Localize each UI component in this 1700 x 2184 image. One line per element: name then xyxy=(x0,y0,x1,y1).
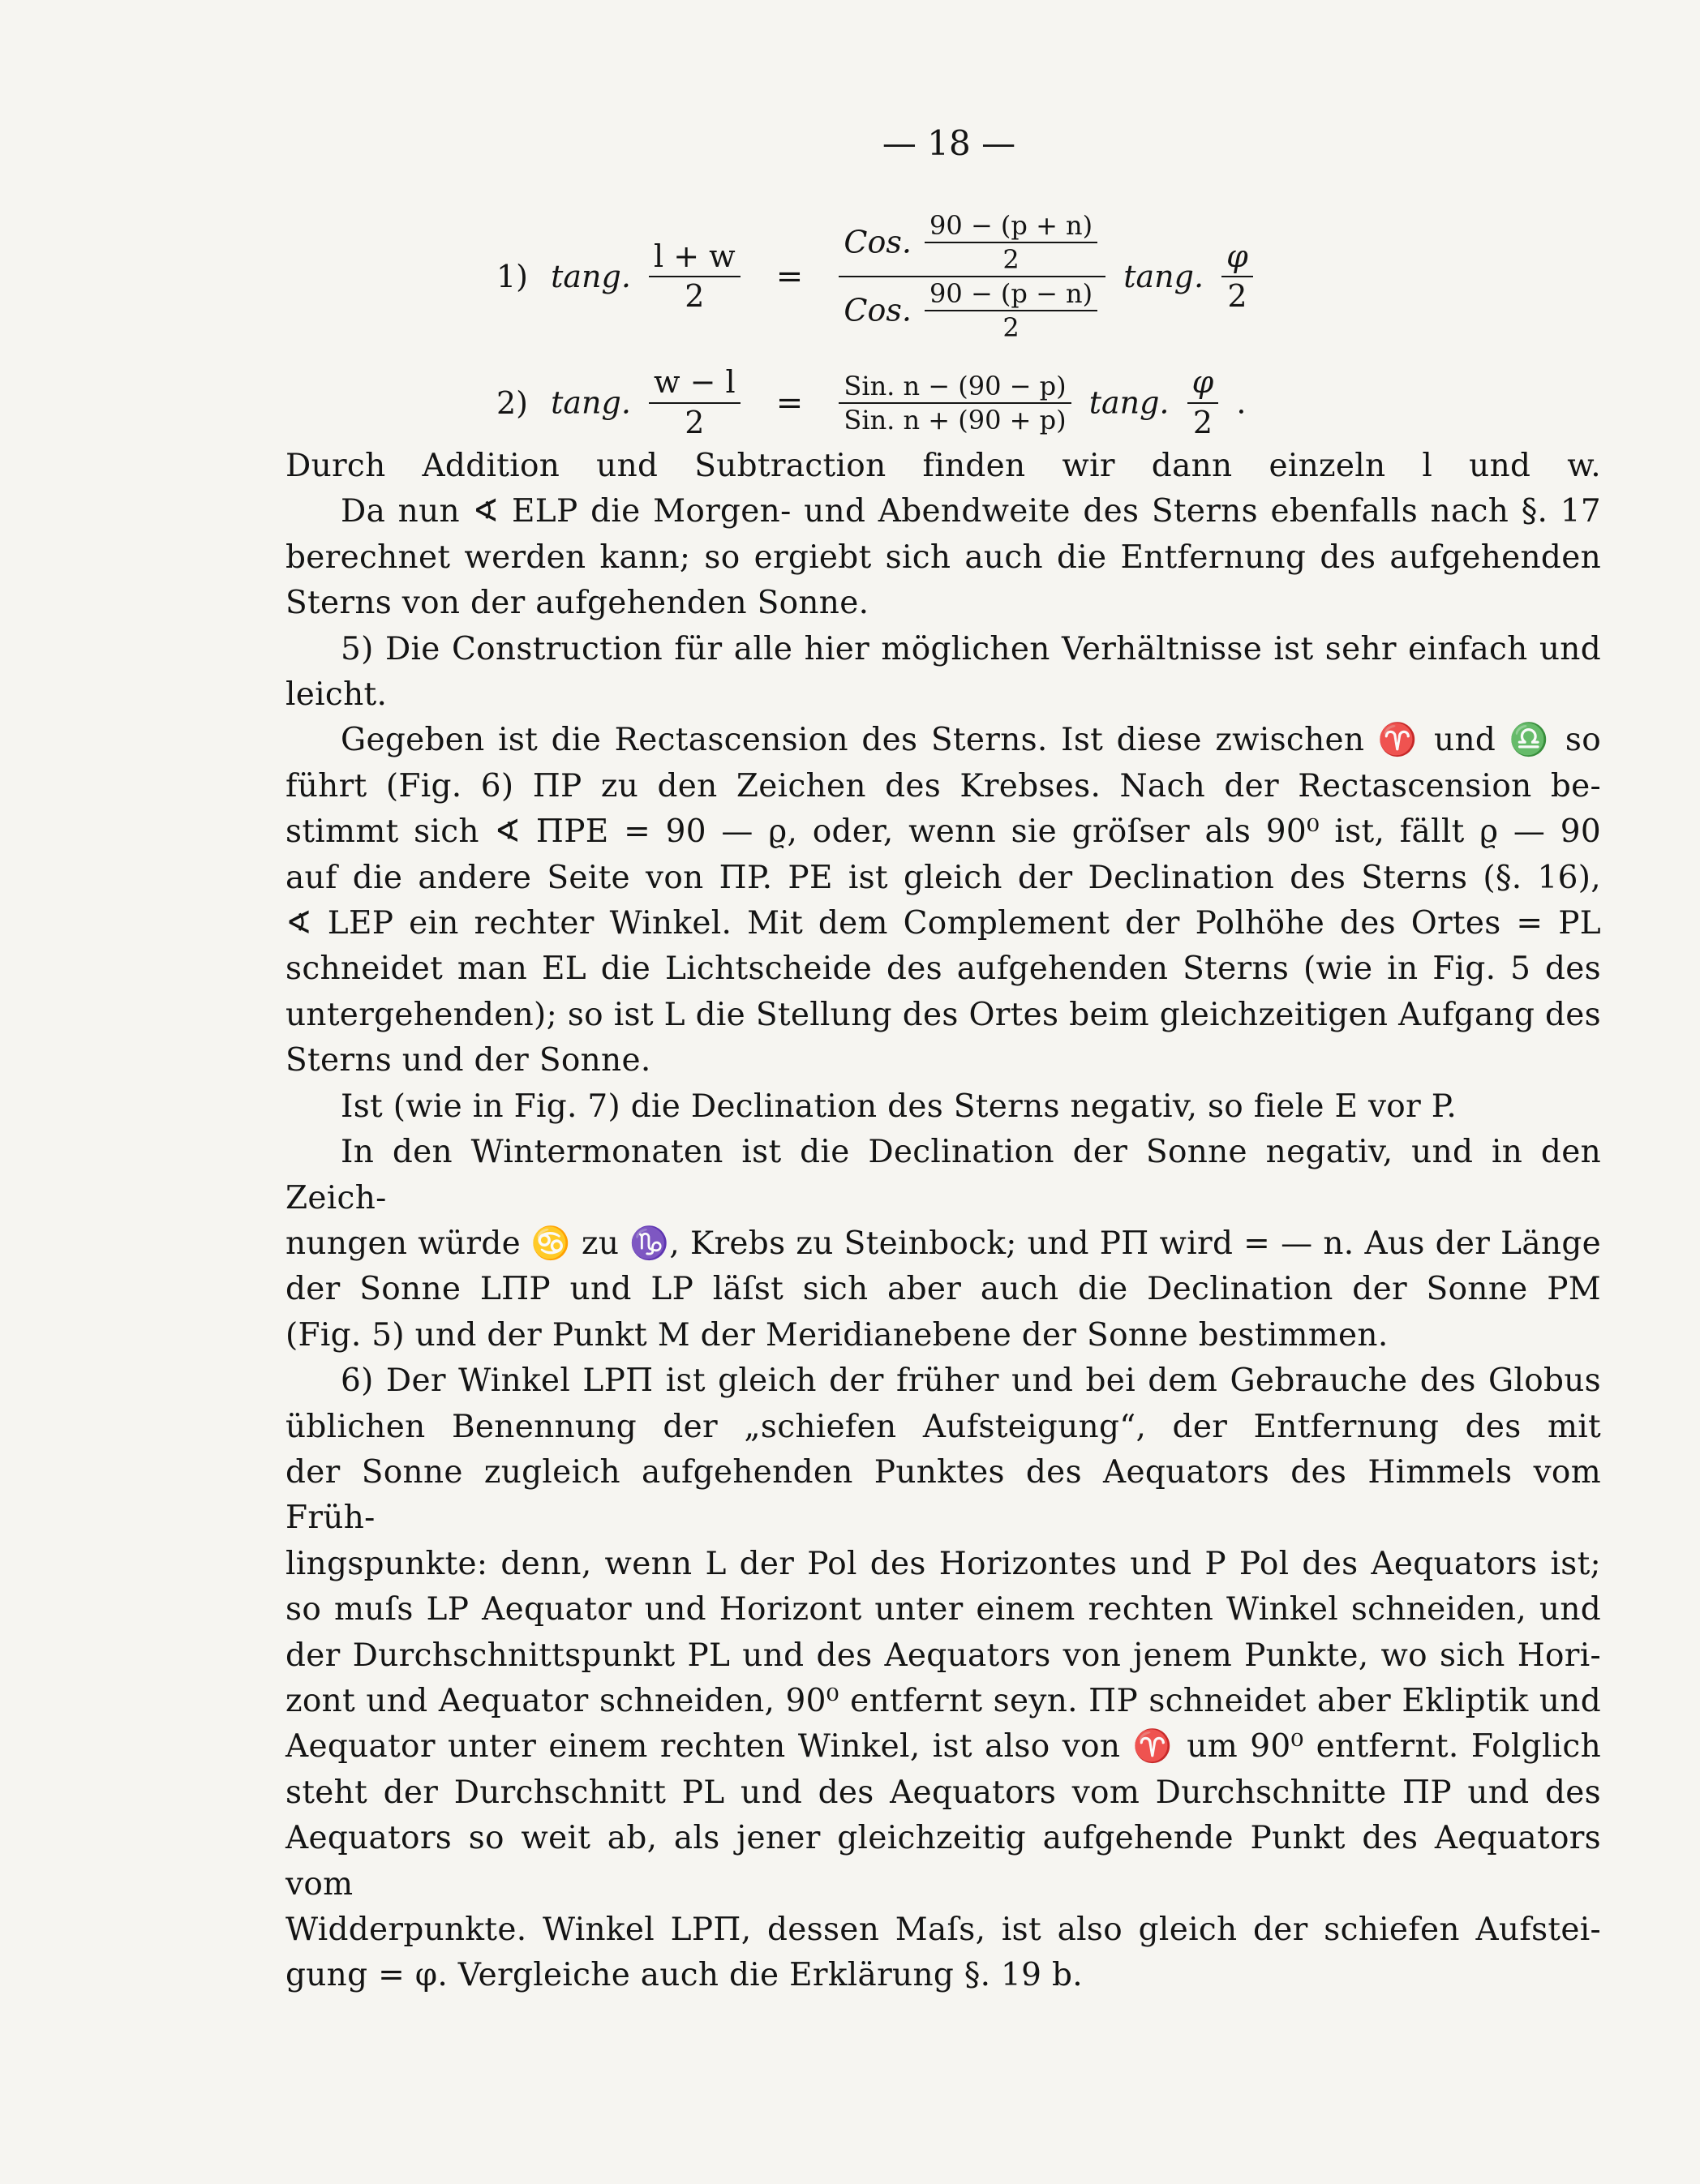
formula-1-lhs-numerator: l + w xyxy=(649,238,741,278)
formula-2-period: . xyxy=(1236,384,1247,421)
formula-1-equals: = xyxy=(775,258,804,295)
text-line: so muſs LP Aequator und Horizont unter einem rechten Winkel schneiden, und xyxy=(285,1591,1601,1628)
text-line: zont und Aequator schneiden, 90⁰ entfernt seyn. ΠP schneidet aber Ekliptik und xyxy=(285,1682,1601,1719)
formula-2-lhs-denominator: 2 xyxy=(685,404,705,440)
formula-1-num-fn: Cos. xyxy=(844,224,912,260)
text-line: stimmt sich ∢ ΠPE = 90 — ϱ, oder, wenn sie gröſser als 90⁰ ist, fällt ϱ — 90 xyxy=(285,813,1601,851)
formula-1-label: 1) xyxy=(496,259,529,294)
text-line: (Fig. 5) und der Punkt M der Meridianebene der Sonne bestimmen. xyxy=(285,1316,1389,1354)
text-line: nungen würde ♋ zu ♑, Krebs zu Steinbock; und PΠ wird = — n. Aus der Länge xyxy=(285,1225,1601,1262)
formula-2-lhs-fn: tang. xyxy=(551,384,631,421)
formula-1-rhs-numerator: φ xyxy=(1221,238,1253,278)
formula-1-lhs-fraction xyxy=(649,238,741,316)
formula-1-den-inner-denominator: 2 xyxy=(1002,312,1020,343)
text-line: Sterns und der Sonne. xyxy=(285,1042,651,1079)
formula-1-numerator xyxy=(839,209,1105,277)
body-text xyxy=(285,444,1601,1999)
text-line: der Sonne zugleich aufgehenden Punktes des Aequators des Himmels vom Früh- xyxy=(285,1453,1601,1537)
text-line: untergehenden); so ist L die Stellung des Ortes beim gleichzeitigen Aufgang des xyxy=(285,996,1601,1033)
formula-2-numerator: Sin. n − (90 − p) xyxy=(839,370,1071,404)
formula-1-den-inner-numerator: 90 − (p − n) xyxy=(925,277,1097,311)
formula-1-rhs-fn: tang. xyxy=(1123,259,1204,294)
formula-2-denominator: Sin. n + (90 + p) xyxy=(844,404,1067,436)
formula-2-rhs-fraction xyxy=(1187,363,1219,442)
text-line: steht der Durchschnitt PL und des Aequators vom Durchschnitte ΠP und des xyxy=(285,1774,1601,1811)
text-line: 6) Der Winkel LPΠ ist gleich der früher und bei dem Gebrauche des Globus xyxy=(341,1362,1601,1400)
text-line: üblichen Benennung der „schiefen Aufsteigung“, der Entfernung des mit xyxy=(285,1408,1601,1445)
text-line: Durch Addition und Subtraction finden wir dann einzeln l und w. xyxy=(285,448,1601,484)
formula-2-rhs-denominator: 2 xyxy=(1192,404,1213,440)
formula-2-label: 2) xyxy=(496,384,529,421)
formula-2-lhs-fraction xyxy=(649,363,741,442)
formula-1-lhs-denominator: 2 xyxy=(685,278,705,314)
formula-2-rhs-fn: tang. xyxy=(1088,384,1170,421)
text-line: Aequators so weit ab, als jener gleichzeitig aufgehende Punkt des Aequators vom xyxy=(285,1820,1601,1903)
formula-1-lhs-fn: tang. xyxy=(551,259,631,294)
text-line: leicht. xyxy=(285,676,388,714)
formula-1-main-fraction xyxy=(839,209,1105,344)
formula-1-rhs-fraction xyxy=(1221,238,1253,316)
text-line: Gegeben ist die Rectascension des Sterns. Ist diese zwischen ♈ und ♎ so xyxy=(341,722,1601,759)
text-line: ∢ LEP ein rechter Winkel. Mit dem Complement der Polhöhe des Ortes = PL xyxy=(285,905,1601,942)
text-line: lingspunkte: denn, wenn L der Pol des Horizontes und P Pol des Aequators ist; xyxy=(285,1545,1601,1582)
text-line: Widderpunkte. Winkel LPΠ, dessen Maſs, ist also gleich der schiefen Aufstei- xyxy=(285,1912,1601,1948)
text-line: führt (Fig. 6) ΠP zu den Zeichen des Krebses. Nach der Rectascension be- xyxy=(285,767,1601,805)
text-line: Da nun ∢ ELP die Morgen- und Abendweite des Sterns ebenfalls nach §. 17 xyxy=(341,493,1601,530)
formula-1-num-inner-numerator: 90 − (p + n) xyxy=(929,210,1093,241)
text-line: berechnet werden kann; so ergiebt sich auch die Entfernung des aufgehenden xyxy=(285,538,1601,576)
formula-2-main-fraction xyxy=(839,370,1071,436)
text-line: 5) Die Construction für alle hier möglichen Verhältnisse ist sehr einfach und xyxy=(341,630,1601,667)
formula-2 xyxy=(496,363,1246,442)
text-line: der Sonne LΠP und LP läſst sich aber auch die Declination der Sonne PM xyxy=(285,1271,1601,1308)
formula-1-num-inner-denominator: 2 xyxy=(925,242,1097,276)
formula-1-rhs-denominator: 2 xyxy=(1227,278,1247,314)
text-line: auf die andere Seite von ΠP. PE ist gleich der Declination des Sterns (§. 16), xyxy=(285,859,1601,896)
formula-2-rhs-numerator: φ xyxy=(1187,363,1219,404)
text-line: In den Wintermonaten ist die Declination der Sonne negativ, und in den Zeich- xyxy=(285,1134,1601,1216)
text-line: schneidet man EL die Lichtscheide des aufgehenden Sterns (wie in Fig. 5 des xyxy=(285,950,1601,988)
formula-1-den-fn: Cos. xyxy=(844,292,912,328)
text-line: Ist (wie in Fig. 7) die Declination des Sterns negativ, so fiele E vor P. xyxy=(341,1088,1457,1125)
formula-2-lhs-numerator: w − l xyxy=(649,363,741,404)
text-line: Sterns von der aufgehenden Sonne. xyxy=(285,585,869,622)
text-line: gung = φ. Vergleiche auch die Erklärung §. 19 b. xyxy=(285,1957,1083,1994)
page-number: — 18 — xyxy=(882,123,1016,163)
text-line: Aequator unter einem rechten Winkel, ist also von ♈ um 90⁰ entfernt. Folglich xyxy=(285,1728,1601,1766)
formula-1 xyxy=(496,209,1261,344)
formula-1-den-inner-fraction xyxy=(925,277,1097,344)
formula-2-equals: = xyxy=(775,384,804,422)
text-line: der Durchschnittspunkt PL und des Aequators von jenem Punkte, wo sich Hori- xyxy=(285,1637,1601,1674)
formula-1-num-inner-fraction xyxy=(925,209,1097,276)
formula-1-denominator xyxy=(839,277,1105,344)
